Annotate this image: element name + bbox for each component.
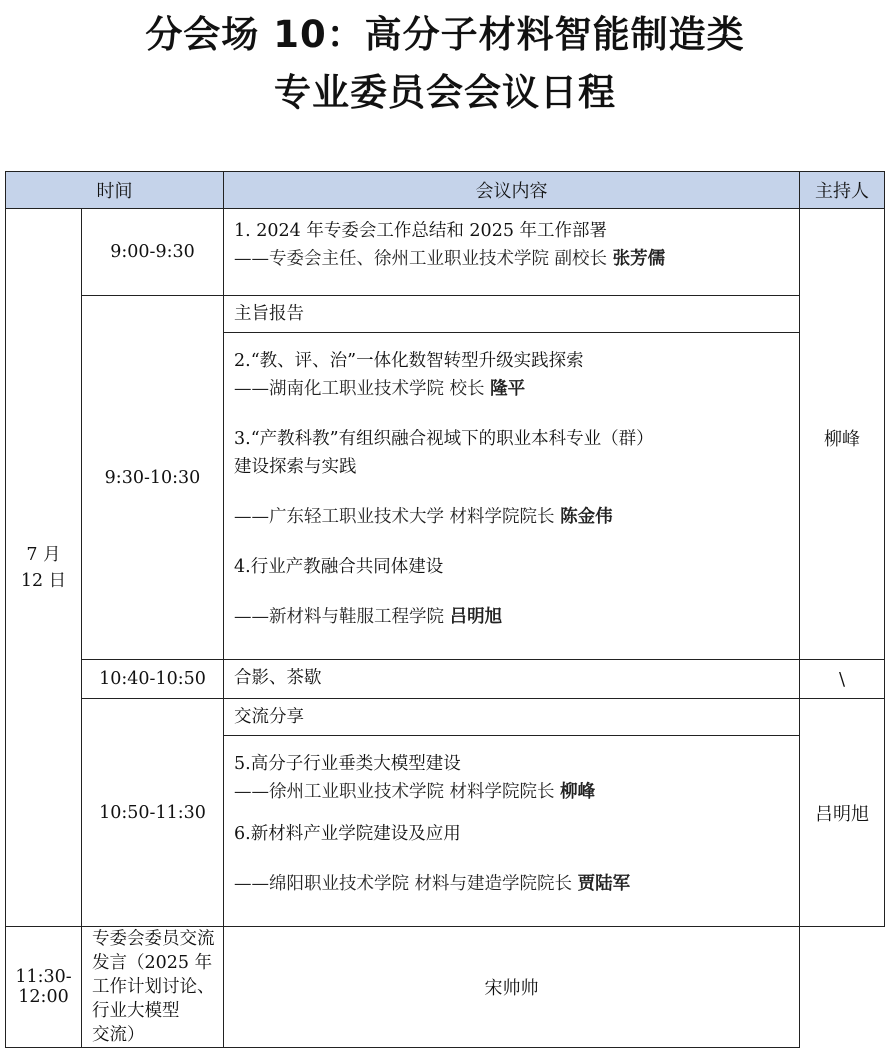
time-cell: 11:30-12:00 [6, 927, 82, 1048]
schedule-table [5, 171, 885, 1048]
agenda-item-sub [234, 778, 791, 806]
table-row [6, 699, 885, 736]
header-content: 会议内容 [224, 172, 800, 209]
time-cell: 9:00-9:30 [82, 209, 224, 296]
date-cell [6, 209, 82, 927]
table-header-row [6, 172, 885, 209]
speaker-role: ——徐州工业职业技术学院 材料学院院长 [234, 782, 555, 802]
host-cell: \ [800, 660, 885, 699]
title-line-2: 专业委员会会议日程 [274, 71, 616, 114]
speaker-name: 隆平 [490, 379, 526, 399]
speaker-role: ——专委会主任、徐州工业职业技术学院 副校长 [234, 249, 608, 269]
content-cell: 合影、茶歇 [224, 660, 800, 699]
agenda-item-title-cont: 建设探索与实践 [234, 457, 357, 477]
host-cell: 吕明旭 [800, 699, 885, 927]
content-cell [224, 736, 800, 927]
agenda-item-title: 6.新材料产业学院建设及应用 [234, 824, 461, 844]
agenda-item-sub [234, 870, 791, 898]
agenda-item-title: 2.“教、评、治”一体化数智转型升级实践探索 [234, 351, 584, 371]
time-cell: 10:50-11:30 [82, 699, 224, 927]
agenda-item-sub [234, 245, 791, 273]
speaker-role: ——绵阳职业技术学院 材料与建造学院院长 [234, 874, 573, 894]
agenda-item-title: 5.高分子行业垂类大模型建设 [234, 754, 461, 774]
date-month: 7 月 [26, 544, 61, 565]
host-cell: 宋帅帅 [224, 927, 800, 1048]
section-label: 交流分享 [224, 699, 800, 736]
speaker-role: ——广东轻工职业技术大学 材料学院院长 [234, 507, 555, 527]
speaker-name: 贾陆军 [577, 874, 631, 894]
table-row [6, 660, 885, 699]
page-title [0, 6, 890, 122]
date-day: 12 日 [20, 570, 67, 591]
agenda-item-title-cont: 交流） [92, 1025, 145, 1045]
agenda-item-title: 4.行业产教融合共同体建设 [234, 557, 444, 577]
table-row [6, 296, 885, 333]
table-row [6, 927, 885, 1048]
section-label: 主旨报告 [224, 296, 800, 333]
title-line-1: 分会场 10：高分子材料智能制造类 [145, 13, 745, 56]
speaker-name: 吕明旭 [449, 607, 503, 627]
header-time: 时间 [6, 172, 224, 209]
speaker-role: ——湖南化工职业技术学院 校长 [234, 379, 485, 399]
time-cell: 10:40-10:50 [82, 660, 224, 699]
content-cell [82, 927, 224, 1048]
agenda-item-sub [234, 375, 791, 403]
speaker-name: 陈金伟 [560, 507, 613, 527]
table-row [6, 209, 885, 296]
speaker-name: 柳峰 [560, 782, 596, 802]
agenda-item-title: 专委会委员交流发言（2025 年工作计划讨论、行业大模型 [92, 929, 215, 1021]
speaker-role: ——新材料与鞋服工程学院 [234, 607, 444, 627]
speaker-name: 张芳儒 [612, 249, 666, 269]
time-cell: 9:30-10:30 [82, 296, 224, 660]
content-cell [224, 209, 800, 296]
agenda-item-title: 1. 2024 年专委会工作总结和 2025 年工作部署 [234, 221, 608, 241]
agenda-item-sub [234, 603, 791, 631]
header-host: 主持人 [800, 172, 885, 209]
host-cell: 柳峰 [800, 209, 885, 660]
agenda-item-sub [234, 503, 791, 531]
content-cell [224, 333, 800, 660]
agenda-item-title: 3.“产教科教”有组织融合视域下的职业本科专业（群） [234, 429, 654, 449]
